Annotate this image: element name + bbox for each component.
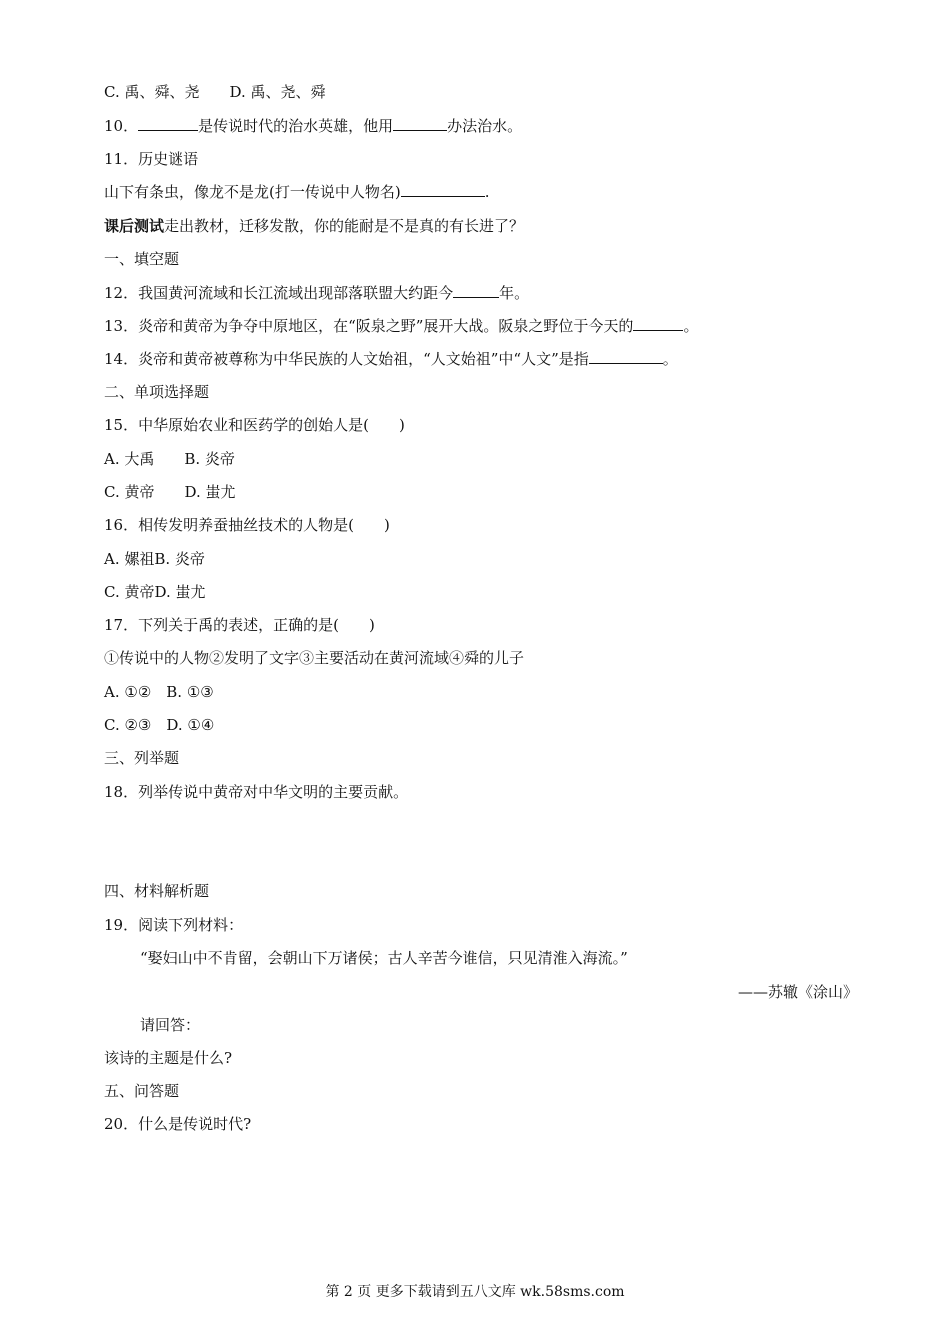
- q15-options-ab: A. 大禹 B. 炎帝: [104, 450, 235, 468]
- q10-text-end: 办法治水。: [447, 117, 523, 135]
- answer-blank: [138, 116, 198, 131]
- q17-options-cd: C. ②③ D. ①④: [104, 716, 215, 734]
- question-19: 19．阅读下列材料：: [104, 916, 244, 934]
- question-12: [104, 283, 529, 303]
- riddle: [104, 182, 490, 202]
- riddle-text: 山下有条虫，像龙不是龙(打一传说中人物名): [104, 183, 401, 201]
- answer-blank: [393, 116, 447, 131]
- answer-blank: [589, 349, 663, 364]
- q19-sub-question: 该诗的主题是什么?: [104, 1049, 233, 1067]
- question-18: 18．列举传说中黄帝对中华文明的主要贡献。: [104, 783, 409, 801]
- page-footer: 第 2 页 更多下载请到五八文库 wk.58sms.com: [325, 1284, 625, 1300]
- q17-statements: ①传说中的人物②发明了文字③主要活动在黄河流域④舜的儿子: [104, 649, 525, 667]
- poem-quote: “娶妇山中不肯留，会朝山下万诸侯；古人辛苦今谁信，只见清淮入海流。”: [140, 949, 628, 967]
- answer-blank: [401, 182, 485, 197]
- section-qa: 五、问答题: [104, 1082, 180, 1100]
- poem-attribution: ——苏辙《涂山》: [737, 983, 858, 1001]
- q14-text: 14．炎帝和黄帝被尊称为中华民族的人文始祖，“人文始祖”中“人文”是指: [104, 350, 589, 368]
- answer-blank: [453, 283, 499, 298]
- question-15: 15．中华原始农业和医药学的创始人是( ): [104, 416, 405, 434]
- question-20: 20．什么是传说时代?: [104, 1115, 252, 1133]
- question-10: [104, 116, 522, 136]
- section-single-choice: 二、单项选择题: [104, 383, 210, 401]
- q14-end: 。: [662, 350, 678, 368]
- q15-options-cd: C. 黄帝 D. 蚩尤: [104, 483, 236, 501]
- answer-blank: [633, 316, 683, 331]
- q13-text: 13．炎帝和黄帝为争夺中原地区，在“阪泉之野”展开大战。阪泉之野位于今天的: [104, 317, 634, 335]
- q10-text: 是传说时代的治水英雄，他用: [198, 117, 394, 135]
- q16-options-ab: A. 嫘祖B. 炎帝: [104, 550, 205, 568]
- q17-options-ab: A. ①② B. ①③: [104, 683, 214, 701]
- section-enumerate: 三、列举题: [104, 749, 180, 767]
- test-label: 课后测试: [104, 217, 165, 235]
- question-16: 16．相传发明养蚕抽丝技术的人物是( ): [104, 516, 390, 534]
- test-subtitle: 走出教材，迁移发散，你的能耐是不是真的有长进了？: [164, 217, 525, 235]
- q9-options-cd: C. 禹、舜、尧 D. 禹、尧、舜: [104, 83, 326, 101]
- section-material-analysis: 四、材料解析题: [104, 882, 210, 900]
- q12-end: 年。: [499, 284, 530, 302]
- q13-end: 。: [683, 317, 699, 335]
- section-fill-blank: 一、填空题: [104, 250, 180, 268]
- question-17: 17．下列关于禹的表述，正确的是( ): [104, 616, 375, 634]
- section-heading-test: [104, 216, 524, 236]
- question-14: [104, 349, 678, 369]
- question-11: 11．历史谜语: [104, 150, 199, 168]
- question-13: [104, 316, 698, 336]
- q12-text: 12．我国黄河流域和长江流域出现部落联盟大约距今: [104, 284, 454, 302]
- q16-options-cd: C. 黄帝D. 蚩尤: [104, 583, 206, 601]
- riddle-end: .: [484, 183, 490, 201]
- answer-prompt: 请回答：: [140, 1016, 201, 1034]
- q10-number: 10．: [104, 117, 139, 135]
